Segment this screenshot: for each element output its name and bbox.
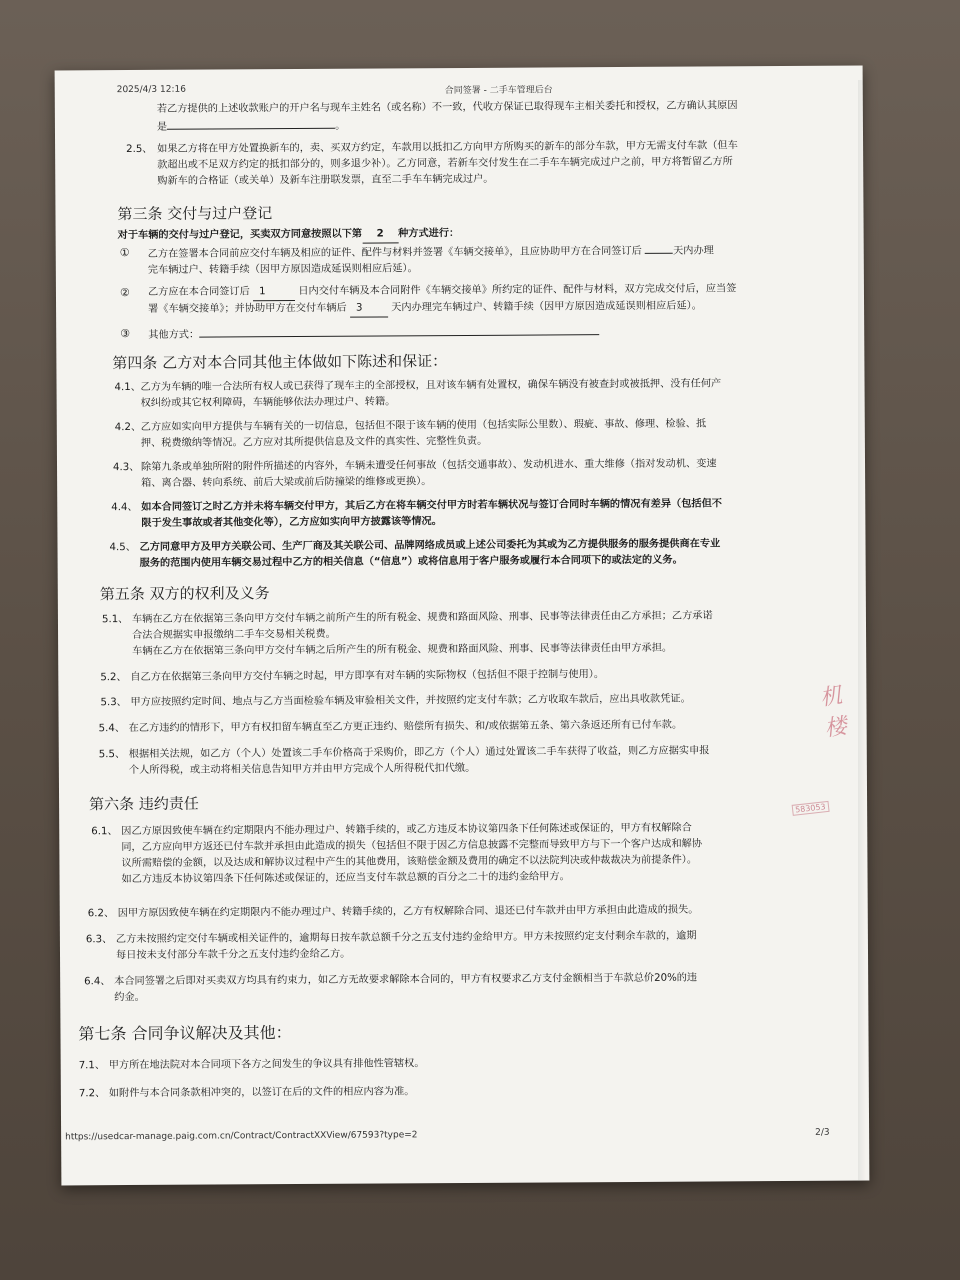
clause-number: 6.4、 <box>84 976 111 988</box>
print-title: 合同签署 - 二手车管理后台 <box>444 85 553 97</box>
clause-number: 4.3、 <box>112 461 140 474</box>
delivery-option-2: 乙方应在本合同签订后 1 日内交付车辆及本合同附件《车辆交接单》所约定的证件、配件与材料，双方完成交付后，应当签 署《车辆交接单》；并协助甲方在交付车辆后 3 天内办理完车辆过户、转籍手续（因甲方原因造成延误则相应后延）。 <box>148 281 737 319</box>
clause-4-5: 乙方同意甲方及甲方关联公司、生产厂商及其关联公司、品牌网络成员或上述公司委托为其或为乙方提供服务的服务提供商在专业 服务的范围内使用车辆交易过程中乙方的相关信息（“信息”）或将信息用于客户服务或履行本合同项下的或法定的义务。 <box>139 538 721 569</box>
clause-number: 6.3、 <box>85 934 113 946</box>
clause-5-2: 自乙方在依据第三条向甲方交付车辆之时起，甲方即享有对车辆的实际物权（包括但不限于控制与使用）。 <box>130 669 605 684</box>
payment-account-paragraph: 若乙方提供的上述收款账户的开户名与现车主姓名（或名称）不一致，代收方保证已取得现车主相关委托和授权，乙方确认其原因 是 。 <box>156 100 738 133</box>
clause-6-1: 因乙方原因致使车辆在约定期限内不能办理过户、转籍手续的，或乙方违反本协议第四条下任何陈述或保证的，甲方有权解除合 同，乙方应向甲方返还已付车款并承担由此造成的损失（包括但不限于因乙方信息披露不完整而导致甲方与下一个客户达成和解协 议所需赔偿的金额，以及达成和解协议过程中产生的其他费用，该赔偿金额及费用的确定不以法院判决或仲裁裁决为前提条件）。 如乙方违反本协议第四条下任何陈述或保证的，还应当支付车款总额的百分之二十的违约金给甲方。 <box>121 822 703 886</box>
clause-number: 6.2、 <box>87 908 115 920</box>
option-3-marker: ③ <box>120 327 131 341</box>
clause-4-4: 如本合同签订之时乙方并未将车辆交付甲方，其后乙方在将车辆交付甲方时若车辆状况与签订合同时车辆的情况有差异（包括但不 限于发生事故或者其他变化等），乙方应如实向甲方披露该等情况。 <box>141 498 722 529</box>
clause-number: 5.2、 <box>100 672 127 684</box>
clause-5-1: 车辆在乙方在依据第三条向甲方交付车辆之前所产生的所有税金、规费和路面风险、刑事、民事等法律责任由乙方承担；乙方承诺 合法合规据实申报缴纳二手车交易相关税费。 车辆在乙方在依据第三条向甲方交付车辆之后所产生的所有税金、规费和路面风险、刑事、民事等法律责任由甲方承担。 <box>131 610 713 658</box>
clause-number: 5.3、 <box>100 697 127 709</box>
delivery-option-1: 乙方在签署本合同前应交付车辆及相应的证件、配件与材料并签署《车辆交接单》，且应协助甲方在合同签订后 天内办理 完车辆过户、转籍手续（因甲方原因造成延误则相应后延）。 <box>148 241 714 278</box>
clause-6-4: 本合同签署之后即对买卖双方均具有约束力，如乙方无故要求解除本合同的，甲方有权要求乙方支付金额相当于车款总价20%的违 约金。 <box>114 972 698 1004</box>
clause-4-1: 乙方为车辆的唯一合法所有权人或已获得了现车主的全部授权，且对该车辆有处置权，确保车辆没有被查封或被抵押、没有任何产 权纠纷或其它权利障碍，车辆能够依法办理过户、转籍。 <box>140 378 722 409</box>
clause-number: 4.4、 <box>111 501 138 514</box>
clause-number: 4.5、 <box>109 541 136 554</box>
section-3-title: 第三条 交付与过户登记 <box>117 204 273 224</box>
clause-number: 2.5、 <box>126 143 153 156</box>
clause-6-3: 乙方未按照约定交付车辆或相关证件的，逾期每日按车款总额千分之五支付违约金给甲方。甲方未按照约定支付剩余车款的，逾期 每日按未支付部分车款千分之五支付违约金给乙方。 <box>115 930 697 962</box>
clause-6-2: 因甲方原因致使车辆在约定期限内不能办理过户、转籍手续的，乙方有权解除合同、退还已付车款并由甲方承担由此造成的损失。 <box>117 904 699 920</box>
section-7-title: 第七条 合同争议解决及其他： <box>78 1023 292 1044</box>
clause-4-3: 除第九条或单独所附的附件所描述的内容外，车辆未遭受任何事故（包括交通事故）、发动机进水、重大维修（指对发动机、变速 箱、离合器、转向系统、前后大梁或前后防撞梁的维修或更换）。 <box>140 458 717 489</box>
clause-number: 6.1、 <box>91 826 118 838</box>
clause-number: 5.1、 <box>101 614 129 626</box>
stamp-mark: 583053 <box>792 801 830 816</box>
delivery-option-3: 其他方式： <box>148 323 599 344</box>
clause-5-3: 甲方应按照约定时间、地点与乙方当面检验车辆及审验相关文件，并按照约定支付车款；乙方收取车款后，应出具收款凭证。 <box>130 693 691 709</box>
delivery-method-intro: 对于车辆的交付与过户登记，买卖双方同意按照以下第 2 种方式进行： <box>118 226 460 245</box>
section-4-title: 第四条 乙方对本合同其他主体做如下陈述和保证： <box>112 352 448 373</box>
section-6-title: 第六条 违约责任 <box>89 794 199 814</box>
clause-number: 7.2、 <box>78 1088 106 1100</box>
page-number: 2/3 <box>815 1127 830 1138</box>
clause-number: 5.4、 <box>98 723 126 735</box>
option-1-marker: ① <box>119 246 130 260</box>
seal-stamp: 机 楼 <box>818 683 849 742</box>
clause-number: 4.1、 <box>114 381 141 394</box>
clause-5-5: 根据相关法规，如乙方（个人）处置该二手车价格高于采购价，即乙方（个人）通过处置该二手车获得了收益，则乙方应据实申报 个人所得税，或主动将相关信息告知甲方并由甲方完成个人所得税代扣代缴。 <box>128 745 710 777</box>
section-5-title: 第五条 双方的权利及义务 <box>99 584 270 604</box>
clause-7-1: 甲方所在地法院对本合同项下各方之间发生的争议具有排他性管辖权。 <box>108 1058 425 1072</box>
option-2-marker: ② <box>119 286 130 300</box>
clause-number: 7.1、 <box>78 1060 106 1072</box>
clause-5-4: 在乙方违约的情形下，甲方有权扣留车辆直至乙方更正违约、赔偿所有损失、和/或依据第五条、第六条返还所有已付车款。 <box>128 719 683 735</box>
contract-page <box>55 66 870 1186</box>
page-url: https://usedcar-manage.paig.com.cn/Contract/ContractXXView/67593?type=2 <box>65 1130 418 1143</box>
paper-edge-shadow <box>858 80 866 1180</box>
clause-4-2: 乙方应如实向甲方提供与车辆有关的一切信息，包括但不限于该车辆的使用（包括实际公里数）、瑕疵、事故、修理、检验、抵 押、税费缴纳等情况。乙方应对其所提供信息及文件的真实性、完整性负责。 <box>140 418 707 449</box>
clause-number: 5.5、 <box>98 749 126 761</box>
print-date: 2025/4/3 12:16 <box>116 84 186 96</box>
clause-2-5: 如果乙方将在甲方处置换新车的，卖、买双方约定，车款用以抵扣乙方向甲方所购买的新车的部分车款，甲方无需支付车款（但车 款超出或不足双方约定的抵扣部分的，则多退少补）。乙方同意，若新车交付发生在二手车车辆完成过户之前，甲方将暂留乙方所 购新车的合格证（或关单）及新车注册联发票，直至二手车车辆完成过户。 <box>157 140 738 187</box>
clause-number: 4.2、 <box>114 421 142 434</box>
clause-7-2: 如附件与本合同条款相冲突的，以签订在后的文件的相应内容为准。 <box>108 1086 415 1100</box>
